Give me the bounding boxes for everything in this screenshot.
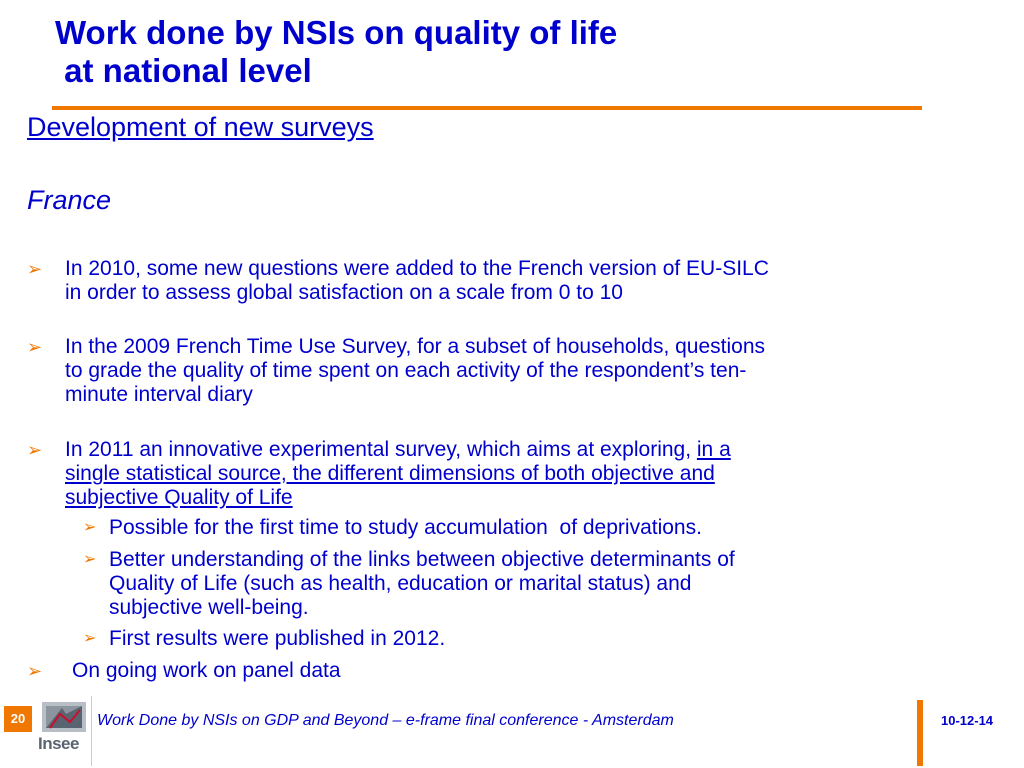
footer-conference-text: Work Done by NSIs on GDP and Beyond – e-frame final conference - Amsterdam	[97, 712, 674, 729]
bullet-3-link-line-2[interactable]: single statistical source, the different dimensions of both objective and	[65, 462, 715, 485]
country-heading: France	[27, 185, 112, 215]
bullet-3-link-start[interactable]: in a	[696, 438, 731, 461]
bullet-3-line-1	[65, 437, 731, 463]
arrow-bullet-icon: ➢	[27, 259, 43, 279]
arrow-bullet-icon: ➢	[27, 337, 43, 357]
bullet-2-line-3: minute interval diary	[65, 383, 253, 406]
page-number-badge: 20	[4, 706, 32, 732]
bullet-4-line-1: On going work on panel data	[72, 659, 341, 682]
bullet-2-line-1: In the 2009 French Time Use Survey, for a subset of households, questions	[65, 335, 766, 358]
slide-title-line-1: Work done by NSIs on quality of life	[55, 14, 618, 51]
arrow-bullet-icon: ➢	[83, 519, 97, 536]
bullet-1-line-1: In 2010, some new questions were added to the French version of EU-SILC	[65, 257, 769, 280]
sub-bullet-3-line-1: First results were published in 2012.	[109, 627, 446, 650]
arrow-bullet-icon: ➢	[83, 551, 97, 568]
footer-accent-bar	[917, 700, 923, 766]
arrow-bullet-icon: ➢	[27, 440, 43, 460]
bullet-3-text: In 2011 an innovative experimental survey, which aims at exploring,	[65, 438, 697, 461]
section-heading[interactable]: Development of new surveys	[27, 112, 374, 142]
bullet-1-line-2: in order to assess global satisfaction on a scale from 0 to 10	[65, 281, 623, 304]
arrow-bullet-icon: ➢	[83, 630, 97, 647]
sub-bullet-1-line-1: Possible for the first time to study accumulation of deprivations.	[109, 516, 702, 539]
bullet-2-line-2: to grade the quality of time spent on each activity of the respondent’s ten-	[65, 359, 747, 382]
sub-bullet-2-line-2: Quality of Life (such as health, education or marital status) and	[109, 572, 692, 595]
sub-bullet-2-line-3: subjective well-being.	[109, 596, 309, 619]
slide-title	[55, 14, 935, 90]
arrow-bullet-icon: ➢	[27, 661, 43, 681]
insee-logo-text: Insee	[38, 734, 79, 753]
footer-date: 10-12-14	[941, 713, 994, 728]
footer-separator	[91, 696, 92, 766]
sub-bullet-2-line-1: Better understanding of the links between objective determinants of	[109, 548, 735, 571]
slide-title-line-2: at national level	[55, 52, 312, 89]
bullet-3-link-line-3[interactable]: subjective Quality of Life	[65, 486, 293, 509]
